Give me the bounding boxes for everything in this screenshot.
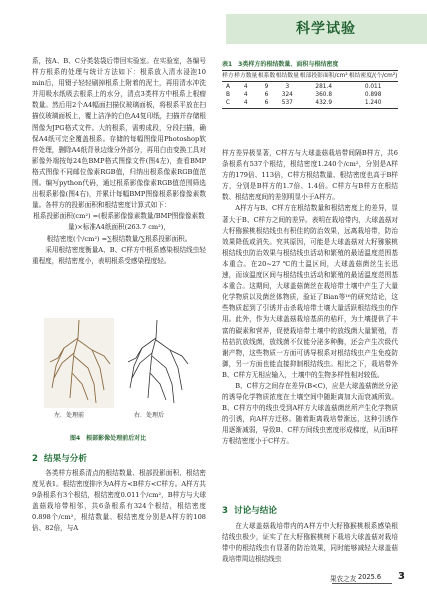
table-caption: 表1 3类样方的根结数量、面积与根结密度 <box>222 61 339 68</box>
discussion-column <box>222 521 398 565</box>
table-row <box>222 91 398 99</box>
figure-label-left: 左．处理前 <box>54 412 85 419</box>
table-cell: A <box>225 83 230 90</box>
section-heading-2 <box>32 452 87 464</box>
table-cell: 537 <box>275 99 299 108</box>
table-header-cell: 根结密度/(个/cm²) <box>348 71 398 82</box>
table-cell: 324 <box>281 91 293 98</box>
table-cell: 360.8 <box>315 91 333 98</box>
table-cell: 432.9 <box>299 99 348 108</box>
left-column <box>32 56 206 267</box>
table-header-cell: 样方 <box>222 71 234 82</box>
paragraph: 在大球盖菇栽培带内的A样方中大籽猕猴桃根系感染根结线虫极少，证实了在大籽猕猴桃树下栽培大球盖菇对栽培带中的根结线虫有显著的防治效果，同时能够减轻大球盖菇栽培带周边根结线虫 <box>222 522 398 564</box>
right-column <box>222 148 398 448</box>
data-table <box>222 70 398 109</box>
paragraph: 各类样方根系清点的根结数量、根部投影面积、根结密度见表1。根结密度排序为A样方<B样方<C样方。A样方共9条根系有3个根结，根结密度0.011个/cm²，B样方与大球盖菇栽培带相邻，共6条根系有324个根结，根结密度0.898个/cm²，根结数量、根结密度分别是A样方的108倍、82倍，与A <box>32 469 206 533</box>
table-header-cell: 样方数量 <box>234 71 258 82</box>
page-number: 3 <box>398 571 405 582</box>
figure-label-right: 右．处理后 <box>134 412 165 419</box>
footer-rule <box>332 583 392 584</box>
table-row <box>222 99 398 108</box>
section-number: 3 <box>222 506 228 516</box>
table-cell: C <box>222 99 234 108</box>
table-cell: 1.240 <box>348 99 398 108</box>
table-cell: 4 <box>243 83 248 90</box>
section-title: 讨论与结论 <box>233 506 277 516</box>
root-image-after <box>122 318 192 408</box>
table-row <box>222 82 398 91</box>
section-number: 2 <box>32 454 38 464</box>
table-cell: 0.898 <box>364 91 382 98</box>
table-header-cell: 根结数量 <box>275 71 299 82</box>
paragraph: 系，按A、B、C分类装袋后带回实验室。在实验室，各编号样方根系的处理与统计方法如下：根系放入清水浸泡10 min后，用镊子轻轻刷掉根系上附着的泥土，再用清水冲洗并用吸水纸吸去根系上的水分，清点3类样方中根系上根瘤数量。然后用2个A4幅面扫描仪玻璃面板，将根系平放在扫描仪玻璃面板上，覆上洁净的白色A4复印纸，扫描并存储根图像为JPG格式文件。大的根系，需剪成段，分段扫描，确保A4纸可完全覆盖根系。存储的每幅图像用Photoshop软件处理，删除A4纸背景边缘分外部分，再用白由变换工具对影像外端按每24色BMP格式图像文件(图4左)，查看BMP格式图像不同邮位像素RGB值，归纳出根系像素RGB值范围。编写python代码，通过根系影像像素RGB值范围筛选出根系影像(图4右)，并累计每幅BMP图像根系影像像素数量。各样方的投影面积和根结密度计算式如下： <box>32 57 206 210</box>
section-title: 结果与分析 <box>43 454 87 464</box>
table-cell: 6 <box>258 99 276 108</box>
paragraph: A样方与B、C样方在根结数量和根结密度上的差异，显著大于B、C样方之间的差异。表明在栽培带内，大球盖菇对大籽猕猴桃根结线虫有积佳的防治效果，远离栽培带，防治效果降低或消失。究其原因，可能是大球盖菇对大籽猕猴桃根结线虫防治效果与根结线虫活动和繁殖的最适温度范围基本重合。在20~27 ℃的土温区间，大球盖菇菌丝生长迅速，而该温度区间与根结线虫活动和繁殖的最适温度范围基本重合。这期间，大球盖菇菌丝在栽培带土壤中产生了大量化学物质以及菌丝体物质，验证了Bian等¹⁶的研究结论，这些物质起到了引诱并击杀栽培带土壤大量活跃根结线虫的作用。此外，作为大球盖菇栽培基质的秸秆，为土壤提供了丰富的碳素和营养，促使栽培带土壤中的放线菌大量繁殖，青枯拮抗放线菌，放线菌不仅能分泌多种酶，还会产生次级代谢产物，这些物质一方面可诱导根系对根结线虫产生免疫防御，另一方面也能直接抑制根结线虫。相比之下，栽培带外B、C样方无相应输入，土壤中的生物多样性相对较低。 <box>222 204 398 379</box>
figure-4 <box>42 318 192 422</box>
paragraph: 样方差异极显著，C样方与大球盖菇栽培带间隔B样方，共6条根系有537个根结，根结密度1.240个/cm²，分别是A样方的179倍、113倍，C样方根结数量、根结密度也高于B样方，分别是B样方的1.7倍、1.4倍。C样方与B样方在根结数、根结密度间的差别明显小于A样方。 <box>222 149 398 202</box>
formula-area: 根系投影面积(cm²) =(根系影像像素数量/BMP图像像素数量)×标准A4纸面积(263.7 cm²)， <box>33 212 205 232</box>
table-header-row <box>222 71 398 82</box>
table-cell: 4 <box>243 91 248 98</box>
results-column <box>32 468 206 535</box>
table-cell: B <box>225 91 230 98</box>
paragraph: 采用根结密度衡量A、B、C样方中根系感染根结线虫轻重程度，根结密度小，表明根系受感染程度轻。 <box>32 245 206 265</box>
journal-name: 果农之友 <box>330 575 357 583</box>
formula-density: 根结密度(个/cm²) =∑根结数量/∑根系投影面积。 <box>46 234 192 243</box>
table-cell: 6 <box>264 91 269 98</box>
table-cell: 4 <box>234 99 258 108</box>
table-header-cell: 根部投影面积/cm² <box>299 71 348 82</box>
section-header: 科学试验 <box>296 21 356 37</box>
table-cell: 9 <box>264 83 269 90</box>
table-cell: 3 <box>285 83 290 90</box>
paragraph: B、C样方之间存在差异(B<C)，应是大球盖菇菌丝分泌的诱导化学物质浓度在土壤空间中随距离加大而衰减所致。B、C样方中的线虫受到A样方大球盖菇菌丝所产生化学物质的引诱，向A样方迁移。随着距离栽培带渐远，这种引诱作用逐渐减弱，导致B、C样方间线虫密度形成梯度，从而B样方根结密度小于C样方。 <box>222 381 398 446</box>
root-image-before <box>44 318 114 408</box>
table-cell: 281.4 <box>315 83 333 90</box>
journal-issue: 2025.6 <box>358 573 382 581</box>
figure-caption: 图4 根部影像处理前后对比 <box>70 435 147 442</box>
table-header-cell: 根系数 <box>258 71 276 82</box>
section-heading-3 <box>222 504 277 516</box>
table-cell: 0.011 <box>364 83 382 90</box>
